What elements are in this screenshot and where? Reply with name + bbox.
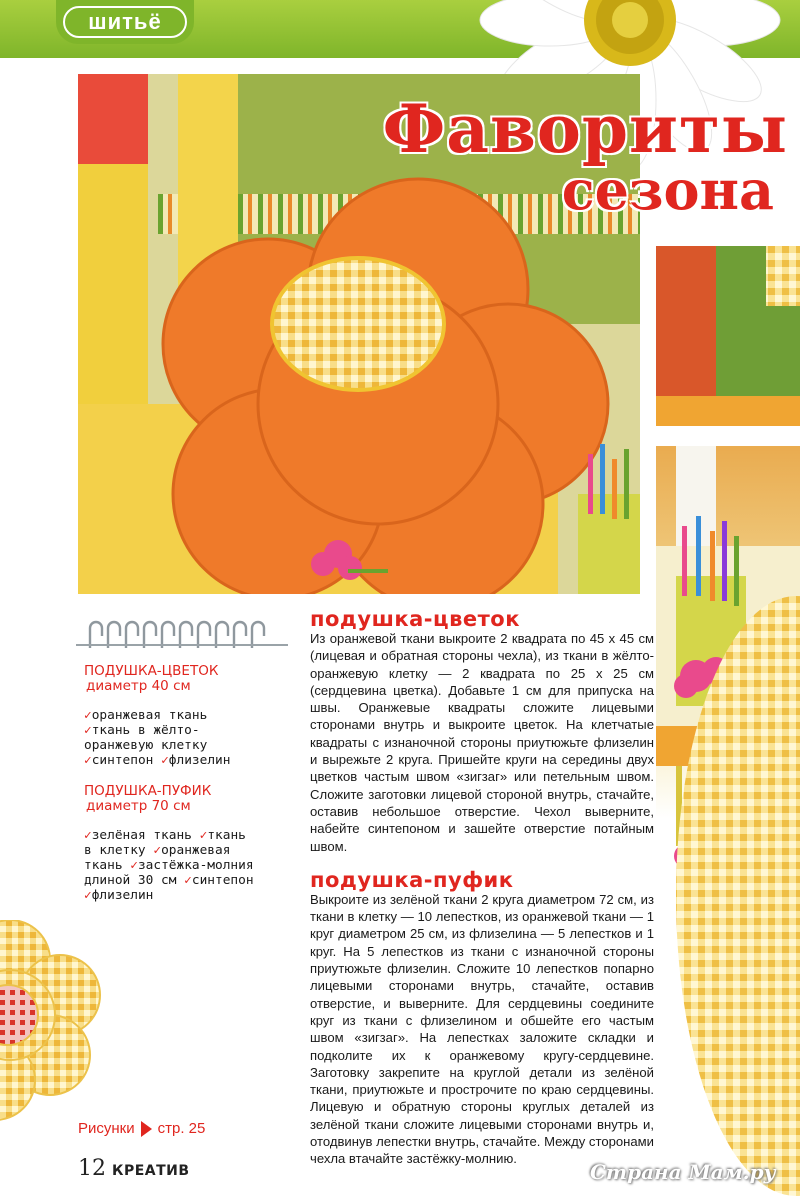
section1-title: подушка-цветок xyxy=(310,607,520,631)
page-footer xyxy=(78,1156,190,1181)
pillow2-title: ПОДУШКА-ПУФИК xyxy=(84,783,212,799)
pattern-reference xyxy=(78,1120,205,1137)
side-photo xyxy=(656,246,800,1200)
material-line: ✓зелёная ткань ✓ткань xyxy=(84,828,246,843)
materials-card-body xyxy=(76,644,288,908)
check-icon: ✓ xyxy=(184,873,192,888)
pillow1-materials xyxy=(76,708,288,768)
check-icon: ✓ xyxy=(84,708,92,723)
section2-title: подушка-пуфик xyxy=(310,867,514,892)
section1-text: Из оранжевой ткани выкроите 2 квадрата по 45 х 45 см (лицевая и обратная стороны чехла), из ткани в жёлто-оранжевую клетку — 2 квадрата по 25 х 25 см (сердцевина цветка). Добавьте 1 см для припуска на швы. Оранжевые квадраты сложите лицевыми сторонами внутрь и выкроите цветок. На клетчатые квадраты с изнаночной стороны приутюжьте флизелин и вырежьте 2 круга. Пришейте круги на середины двух цветков частым швом «зигзаг» или петельным швом. Сложите заготовки лицевой стороной внутрь, стачайте, оставив небольшое отверстие. Чехол выверните, набейте синтепоном и зашейте отверстие потайным швом. xyxy=(310,631,654,854)
check-icon: ✓ xyxy=(199,828,208,843)
article-body xyxy=(310,608,654,1168)
pillow2-materials xyxy=(76,828,288,903)
check-icon: ✓ xyxy=(153,843,162,858)
pillow1-subtitle: диаметр 40 см xyxy=(86,678,191,694)
section2-text: Выкроите из зелёной ткани 2 круга диаметром 72 см, из ткани в клетку — 10 лепестков, из оранжевой ткани — 1 круг диаметром 25 см, из флизелина — 5 лепестков и 1 круг. На 5 лепестков из ткани с изнаночной стороны приутюжьте флизелин. Сложите 10 лепестков попарно лицевыми сторонами внутрь, стачайте, оставив отверстие, и выверните. Для сердцевины соедините круг из ткани с флизелином и обшейте его частым швом «зигзаг». На лепестках заложите складки и подколите их к оранжевому кругу-сердцевине. Заготовку закрепите на круглой детали из зелёной ткани, приутюжьте и прострочите по краю сердцевины. Лицевую и обратную стороны круглых деталей из зелёной ткани сложите лицевыми сторонами внутрь и, отодвинув лепестки внутрь, стачайте. Между сторонами чехла втачайте застёжку-молнию. xyxy=(310,891,654,1167)
material-line: ✓флизелин xyxy=(84,888,154,903)
headline-line2: сезона xyxy=(561,158,774,222)
check-icon: ✓ xyxy=(84,888,92,903)
pillow2-subtitle: диаметр 70 см xyxy=(86,798,191,814)
section-tab xyxy=(56,0,194,44)
materials-card xyxy=(76,618,288,908)
magazine-name: КРЕАТИВ xyxy=(112,1163,190,1179)
material-line: в клетку ✓оранжевая xyxy=(84,843,231,858)
reference-label: Рисунки xyxy=(78,1120,135,1137)
reference-page: стр. 25 xyxy=(157,1120,206,1137)
headline-line1: Фавориты xyxy=(382,90,788,168)
gingham-flower-decoration xyxy=(0,920,110,1130)
material-line: ✓оранжевая ткань xyxy=(84,708,208,723)
material-line: длиной 30 см ✓синтепон xyxy=(84,873,254,888)
check-icon: ✓ xyxy=(84,828,92,843)
material-line: ✓синтепон ✓флизелин xyxy=(84,753,231,768)
pillow2-heading xyxy=(76,784,288,814)
page-number: 12 xyxy=(78,1156,106,1181)
material-line: оранжевую клетку xyxy=(84,738,208,753)
material-line: ✓ткань в жёлто- xyxy=(84,723,200,738)
site-watermark: Страна Мам.ру xyxy=(590,1160,776,1184)
pillow1-title: ПОДУШКА-ЦВЕТОК xyxy=(84,663,219,679)
material-line: ткань ✓застёжка-молния xyxy=(84,858,254,873)
check-icon: ✓ xyxy=(84,723,92,738)
check-icon: ✓ xyxy=(161,753,169,768)
check-icon: ✓ xyxy=(84,753,92,768)
check-icon: ✓ xyxy=(130,858,138,873)
section-label: шитьё xyxy=(63,6,187,38)
pillow1-heading xyxy=(76,664,288,694)
headline xyxy=(318,90,788,222)
arrow-right-icon xyxy=(141,1121,152,1137)
